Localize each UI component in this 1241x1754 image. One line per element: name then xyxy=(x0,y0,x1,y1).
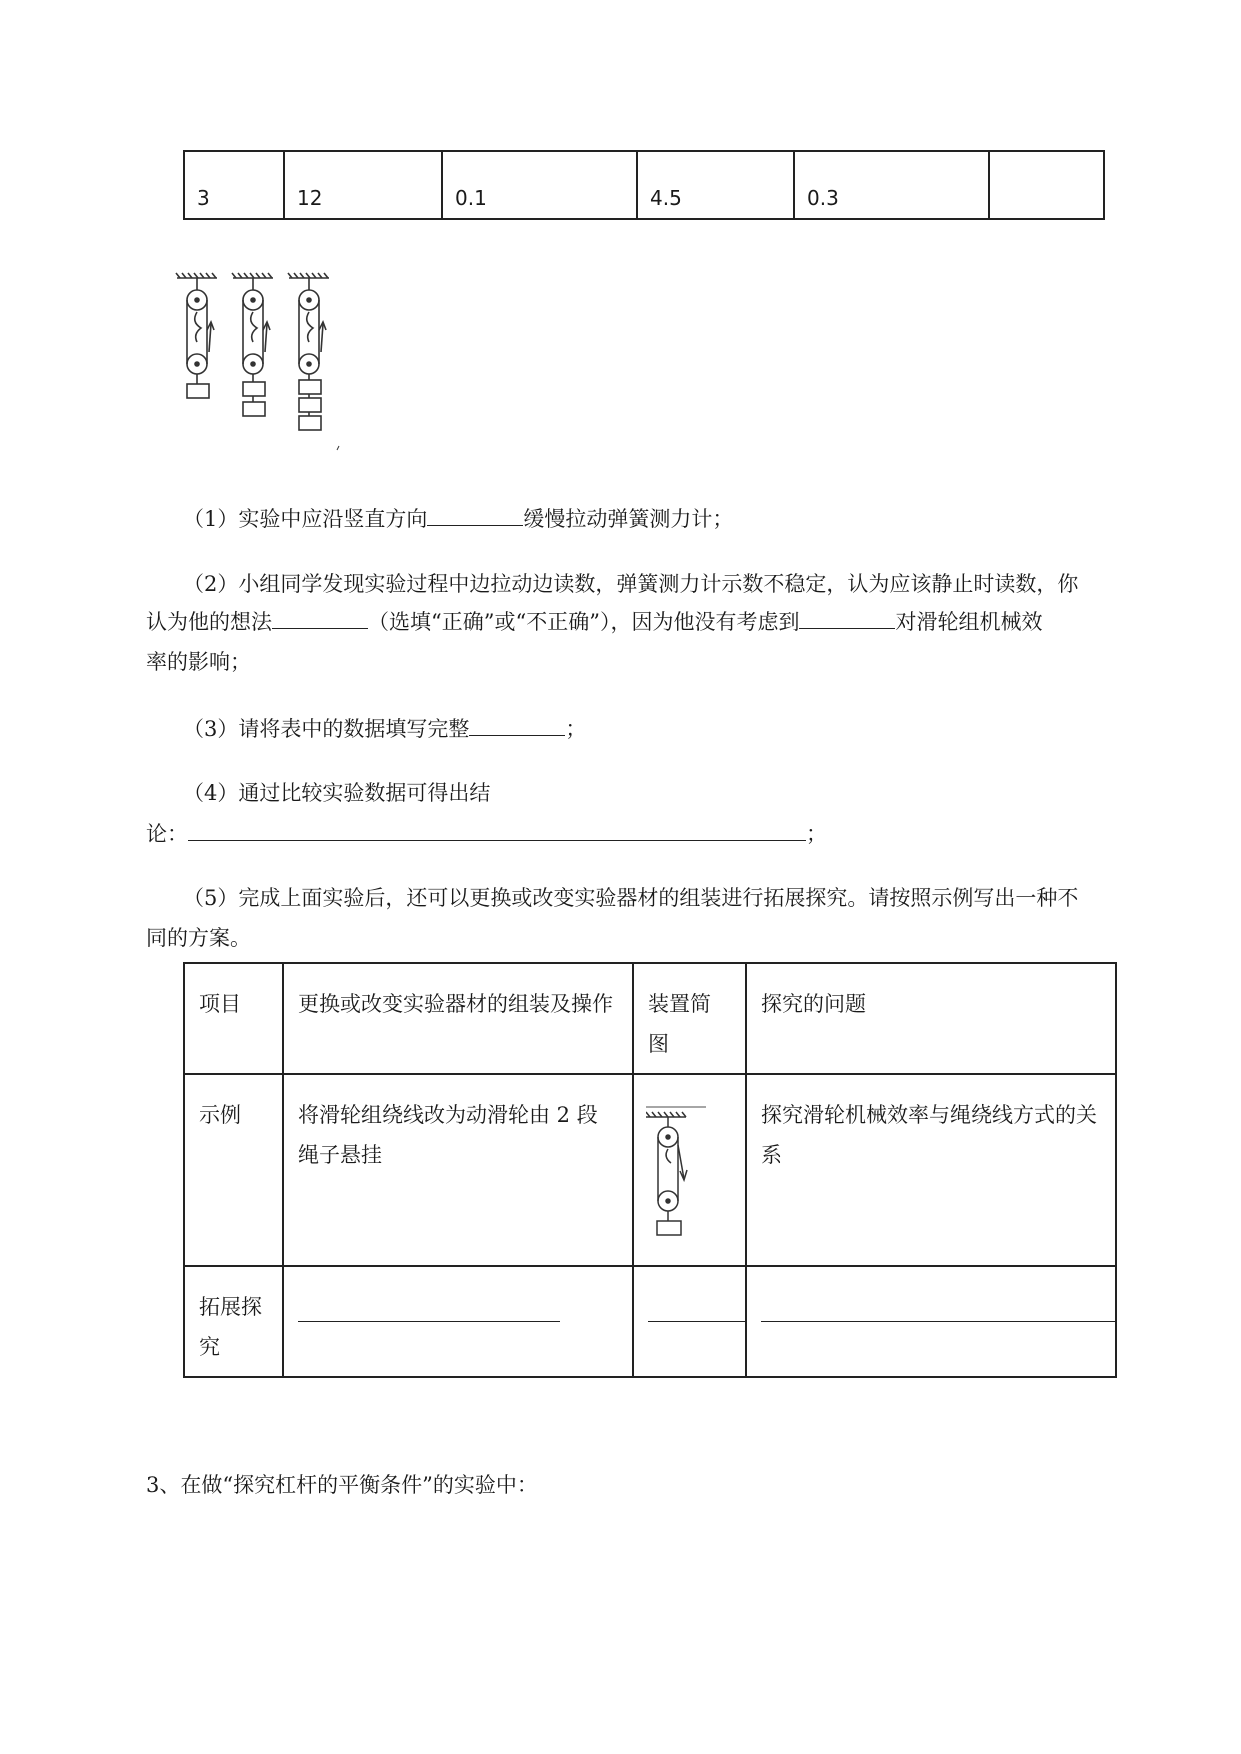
pulley-setup-1 xyxy=(176,273,217,398)
plan-table xyxy=(183,962,1117,1378)
table-cell: 12 xyxy=(284,151,442,219)
question-2-line-3: 率的影响； xyxy=(146,650,251,674)
answer-blank-2a[interactable] xyxy=(272,606,368,629)
extension-operation-blank[interactable] xyxy=(298,1287,560,1322)
header-cell: 探究的问题 xyxy=(746,963,1116,1074)
header-cell: 更换或改变实验器材的组装及操作 xyxy=(283,963,633,1074)
pulley-systems-figure xyxy=(175,272,345,462)
example-question: 探究滑轮机械效率与绳绕线方式的关系 xyxy=(746,1074,1116,1266)
table-cell xyxy=(989,151,1104,219)
table-cell: 3 xyxy=(184,151,284,219)
header-cell: 装置简图 xyxy=(633,963,746,1074)
table-cell: 0.1 xyxy=(442,151,637,219)
question-5-line-1: （5）完成上面实验后，还可以更换或改变实验器材的组装进行拓展探究。请按照示例写出一种不 xyxy=(183,886,1079,910)
extension-diagram-cell xyxy=(633,1266,746,1377)
question-2-line-2: 认为他的想法 （选填“正确”或“不正确”），因为他没有考虑到 对滑轮组机械效 xyxy=(146,606,1042,637)
extension-label: 拓展探究 xyxy=(184,1266,283,1377)
answer-blank-1[interactable] xyxy=(427,503,523,526)
next-question-3: 3、在做“探究杠杆的平衡条件”的实验中： xyxy=(146,1473,538,1497)
answer-blank-3[interactable] xyxy=(469,713,565,736)
table-header-row xyxy=(184,963,1116,1074)
example-diagram-cell xyxy=(633,1074,746,1266)
table-row-extension xyxy=(184,1266,1116,1377)
answer-blank-2b[interactable] xyxy=(799,606,895,629)
table-row-example xyxy=(184,1074,1116,1266)
data-table xyxy=(183,150,1105,220)
header-cell: 项目 xyxy=(184,963,283,1074)
question-5-line-2: 同的方案。 xyxy=(146,926,251,950)
question-3: （3）请将表中的数据填写完整 ； xyxy=(183,713,586,744)
question-1: （1）实验中应沿竖直方向 缓慢拉动弹簧测力计； xyxy=(183,503,733,534)
single-pulley-diagram xyxy=(646,1105,708,1245)
example-label: 示例 xyxy=(184,1074,283,1266)
extension-question-blank[interactable] xyxy=(761,1287,1115,1322)
pulley-setup-2 xyxy=(232,273,273,416)
table-cell: 4.5 xyxy=(637,151,794,219)
example-operation: 将滑轮组绕线改为动滑轮由 2 段绳子悬挂 xyxy=(283,1074,633,1266)
extension-operation-cell xyxy=(283,1266,633,1377)
question-2-line-1: （2）小组同学发现实验过程中边拉动边读数，弹簧测力计示数不稳定，认为应该静止时读数，你 xyxy=(183,572,1079,596)
extension-question-cell xyxy=(746,1266,1116,1377)
pulley-setup-3 xyxy=(288,273,329,430)
question-4-line-2: 论： ； xyxy=(146,818,827,849)
table-cell: 0.3 xyxy=(794,151,989,219)
question-4-line-1: （4）通过比较实验数据可得出结 xyxy=(183,781,491,805)
table-row xyxy=(184,151,1104,219)
answer-blank-4[interactable] xyxy=(188,818,806,841)
extension-diagram-blank[interactable] xyxy=(648,1287,745,1322)
